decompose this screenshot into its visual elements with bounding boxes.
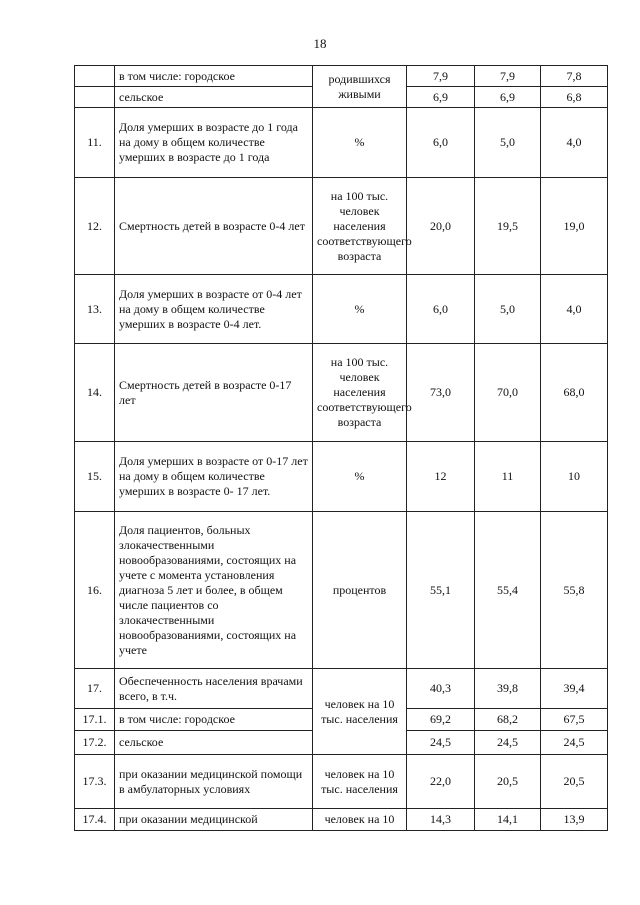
value-cell: 6,8: [541, 87, 608, 108]
unit-cell: на 100 тыс. человек населения соответствующего возраста: [313, 344, 407, 442]
indicator-name: при оказании медицинской: [115, 809, 313, 831]
value-cell: 20,5: [475, 755, 541, 809]
value-cell: 19,5: [475, 178, 541, 275]
value-cell: 4,0: [541, 275, 608, 344]
unit-cell: процентов: [313, 512, 407, 669]
indicator-name: в том числе: городское: [115, 66, 313, 87]
row-number: 15.: [75, 442, 115, 512]
table-row: [75, 66, 608, 87]
value-cell: 6,9: [407, 87, 475, 108]
row-number: [75, 66, 115, 87]
unit-cell: %: [313, 442, 407, 512]
value-cell: 55,4: [475, 512, 541, 669]
row-number: 17.3.: [75, 755, 115, 809]
indicator-name: Доля умерших в возрасте от 0-17 лет на дому в общем количестве умерших в возрасте 0- 17 лет.: [115, 442, 313, 512]
value-cell: 55,1: [407, 512, 475, 669]
table-row: [75, 512, 608, 669]
table-row: [75, 344, 608, 442]
value-cell: 24,5: [475, 731, 541, 755]
row-number: 17.2.: [75, 731, 115, 755]
table-row: [75, 755, 608, 809]
value-cell: 20,0: [407, 178, 475, 275]
table-row: [75, 178, 608, 275]
value-cell: 5,0: [475, 275, 541, 344]
indicator-name: сельское: [115, 731, 313, 755]
value-cell: 67,5: [541, 709, 608, 731]
row-number: 17.: [75, 669, 115, 709]
unit-cell: родившихся живыми: [313, 66, 407, 108]
indicator-name: Смертность детей в возрасте 0-17 лет: [115, 344, 313, 442]
value-cell: 19,0: [541, 178, 608, 275]
value-cell: 55,8: [541, 512, 608, 669]
row-number: 14.: [75, 344, 115, 442]
indicator-name: Доля пациентов, больных злокачественными новообразованиями, состоящих на учете с момента установления диагноза 5 лет и более, в общем числе пациентов со злокачественными новообразованиями, состоящих на учете: [115, 512, 313, 669]
row-number: 16.: [75, 512, 115, 669]
unit-cell: человек на 10 тыс. населения: [313, 755, 407, 809]
unit-cell: %: [313, 108, 407, 178]
indicator-name: при оказании медицинской помощи в амбулаторных условиях: [115, 755, 313, 809]
indicator-name: Смертность детей в возрасте 0-4 лет: [115, 178, 313, 275]
value-cell: 6,0: [407, 108, 475, 178]
table-row: [75, 108, 608, 178]
value-cell: 73,0: [407, 344, 475, 442]
value-cell: 22,0: [407, 755, 475, 809]
value-cell: 14,1: [475, 809, 541, 831]
value-cell: 24,5: [407, 731, 475, 755]
value-cell: 13,9: [541, 809, 608, 831]
value-cell: 40,3: [407, 669, 475, 709]
value-cell: 69,2: [407, 709, 475, 731]
page-number: 18: [313, 36, 327, 51]
value-cell: 4,0: [541, 108, 608, 178]
row-number: [75, 87, 115, 108]
value-cell: 39,8: [475, 669, 541, 709]
value-cell: 7,8: [541, 66, 608, 87]
value-cell: 14,3: [407, 809, 475, 831]
value-cell: 24,5: [541, 731, 608, 755]
row-number: 17.4.: [75, 809, 115, 831]
value-cell: 6,0: [407, 275, 475, 344]
table-row: [75, 442, 608, 512]
indicators-table: [74, 65, 608, 831]
unit-cell: человек на 10 тыс. населения: [313, 669, 407, 755]
value-cell: 7,9: [407, 66, 475, 87]
row-number: 11.: [75, 108, 115, 178]
table-row: [75, 275, 608, 344]
value-cell: 70,0: [475, 344, 541, 442]
unit-cell: %: [313, 275, 407, 344]
indicator-name: Доля умерших в возрасте до 1 года на дому в общем количестве умерших в возрасте до 1 года: [115, 108, 313, 178]
value-cell: 7,9: [475, 66, 541, 87]
table-row: [75, 809, 608, 831]
unit-cell: человек на 10: [313, 809, 407, 831]
indicator-name: в том числе: городское: [115, 709, 313, 731]
value-cell: 10: [541, 442, 608, 512]
value-cell: 12: [407, 442, 475, 512]
value-cell: 68,0: [541, 344, 608, 442]
value-cell: 68,2: [475, 709, 541, 731]
row-number: 17.1.: [75, 709, 115, 731]
indicator-name: Доля умерших в возрасте от 0-4 лет на дому в общем количестве умерших в возрасте 0-4 лет.: [115, 275, 313, 344]
value-cell: 6,9: [475, 87, 541, 108]
value-cell: 20,5: [541, 755, 608, 809]
value-cell: 39,4: [541, 669, 608, 709]
indicator-name: сельское: [115, 87, 313, 108]
row-number: 12.: [75, 178, 115, 275]
indicator-name: Обеспеченность населения врачами всего, в т.ч.: [115, 669, 313, 709]
row-number: 13.: [75, 275, 115, 344]
value-cell: 11: [475, 442, 541, 512]
value-cell: 5,0: [475, 108, 541, 178]
unit-cell: на 100 тыс. человек населения соответствующего возраста: [313, 178, 407, 275]
table-row: [75, 669, 608, 709]
